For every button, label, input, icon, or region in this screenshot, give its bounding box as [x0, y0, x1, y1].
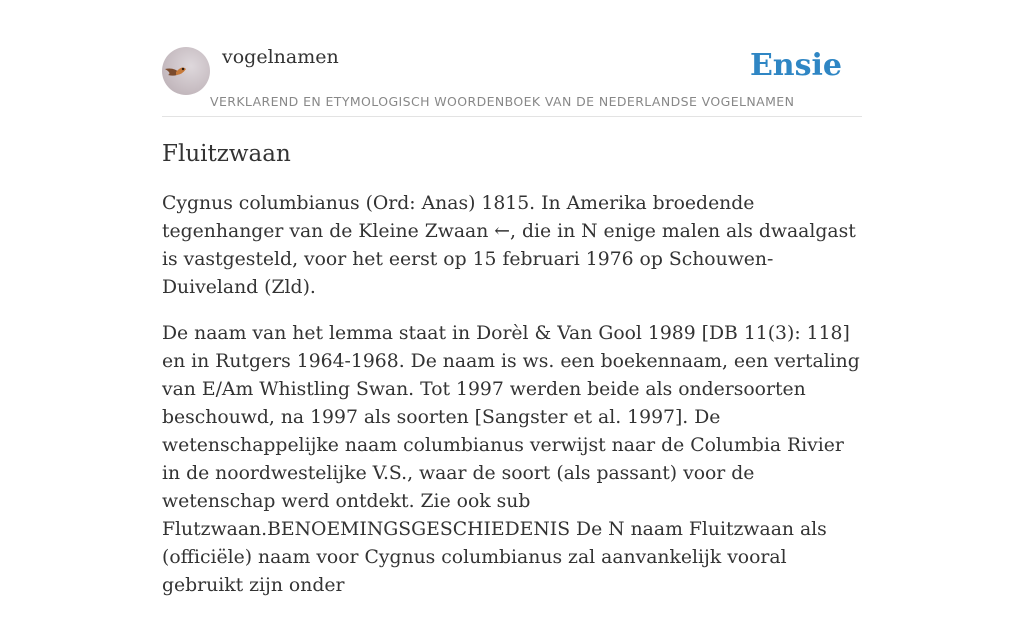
article-paragraph-1: Cygnus columbianus (Ord: Anas) 1815. In Amerika broedende tegenhanger van de Kleine Zwaan ←, die in N enige malen als dwaalgast is vastgesteld, voor het eerst op 15 februari 1976 op Schouwen-Duiveland (Zld).	[162, 193, 856, 298]
site-avatar[interactable]	[162, 47, 210, 95]
site-header	[162, 44, 862, 117]
site-subtitle: VERKLAREND EN ETYMOLOGISCH WOORDENBOEK VAN DE NEDERLANDSE VOGELNAMEN	[210, 94, 795, 109]
article-paragraph-2: De naam van het lemma staat in Dorèl & Van Gool 1989 [DB 11(3): 118] en in Rutgers 1964-1968. De naam is ws. een boekennaam, een vertaling van E/Am Whistling Swan. Tot 1997 werden beide als ondersoorten beschouwd, na 1997 als soorten [Sangster et al. 1997]. De wetenschappelijke naam columbianus verwijst naar de Columbia Rivier in de noordwestelijke V.S., waar de soort (als passant) voor de wetenschap werd ontdekt. Zie ook sub Flutzwaan.BENOEMINGSGESCHIEDENIS De N naam Fluitzwaan als (officiële) naam voor Cygnus columbianus zal aanvankelijk vooral gebruikt zijn onder	[162, 323, 860, 596]
bird-icon	[162, 47, 210, 95]
site-name-link[interactable]: vogelnamen	[222, 46, 339, 68]
brand-logo-link[interactable]: Ensie	[749, 48, 842, 83]
article	[162, 138, 866, 618]
article-title: Fluitzwaan	[162, 141, 291, 167]
